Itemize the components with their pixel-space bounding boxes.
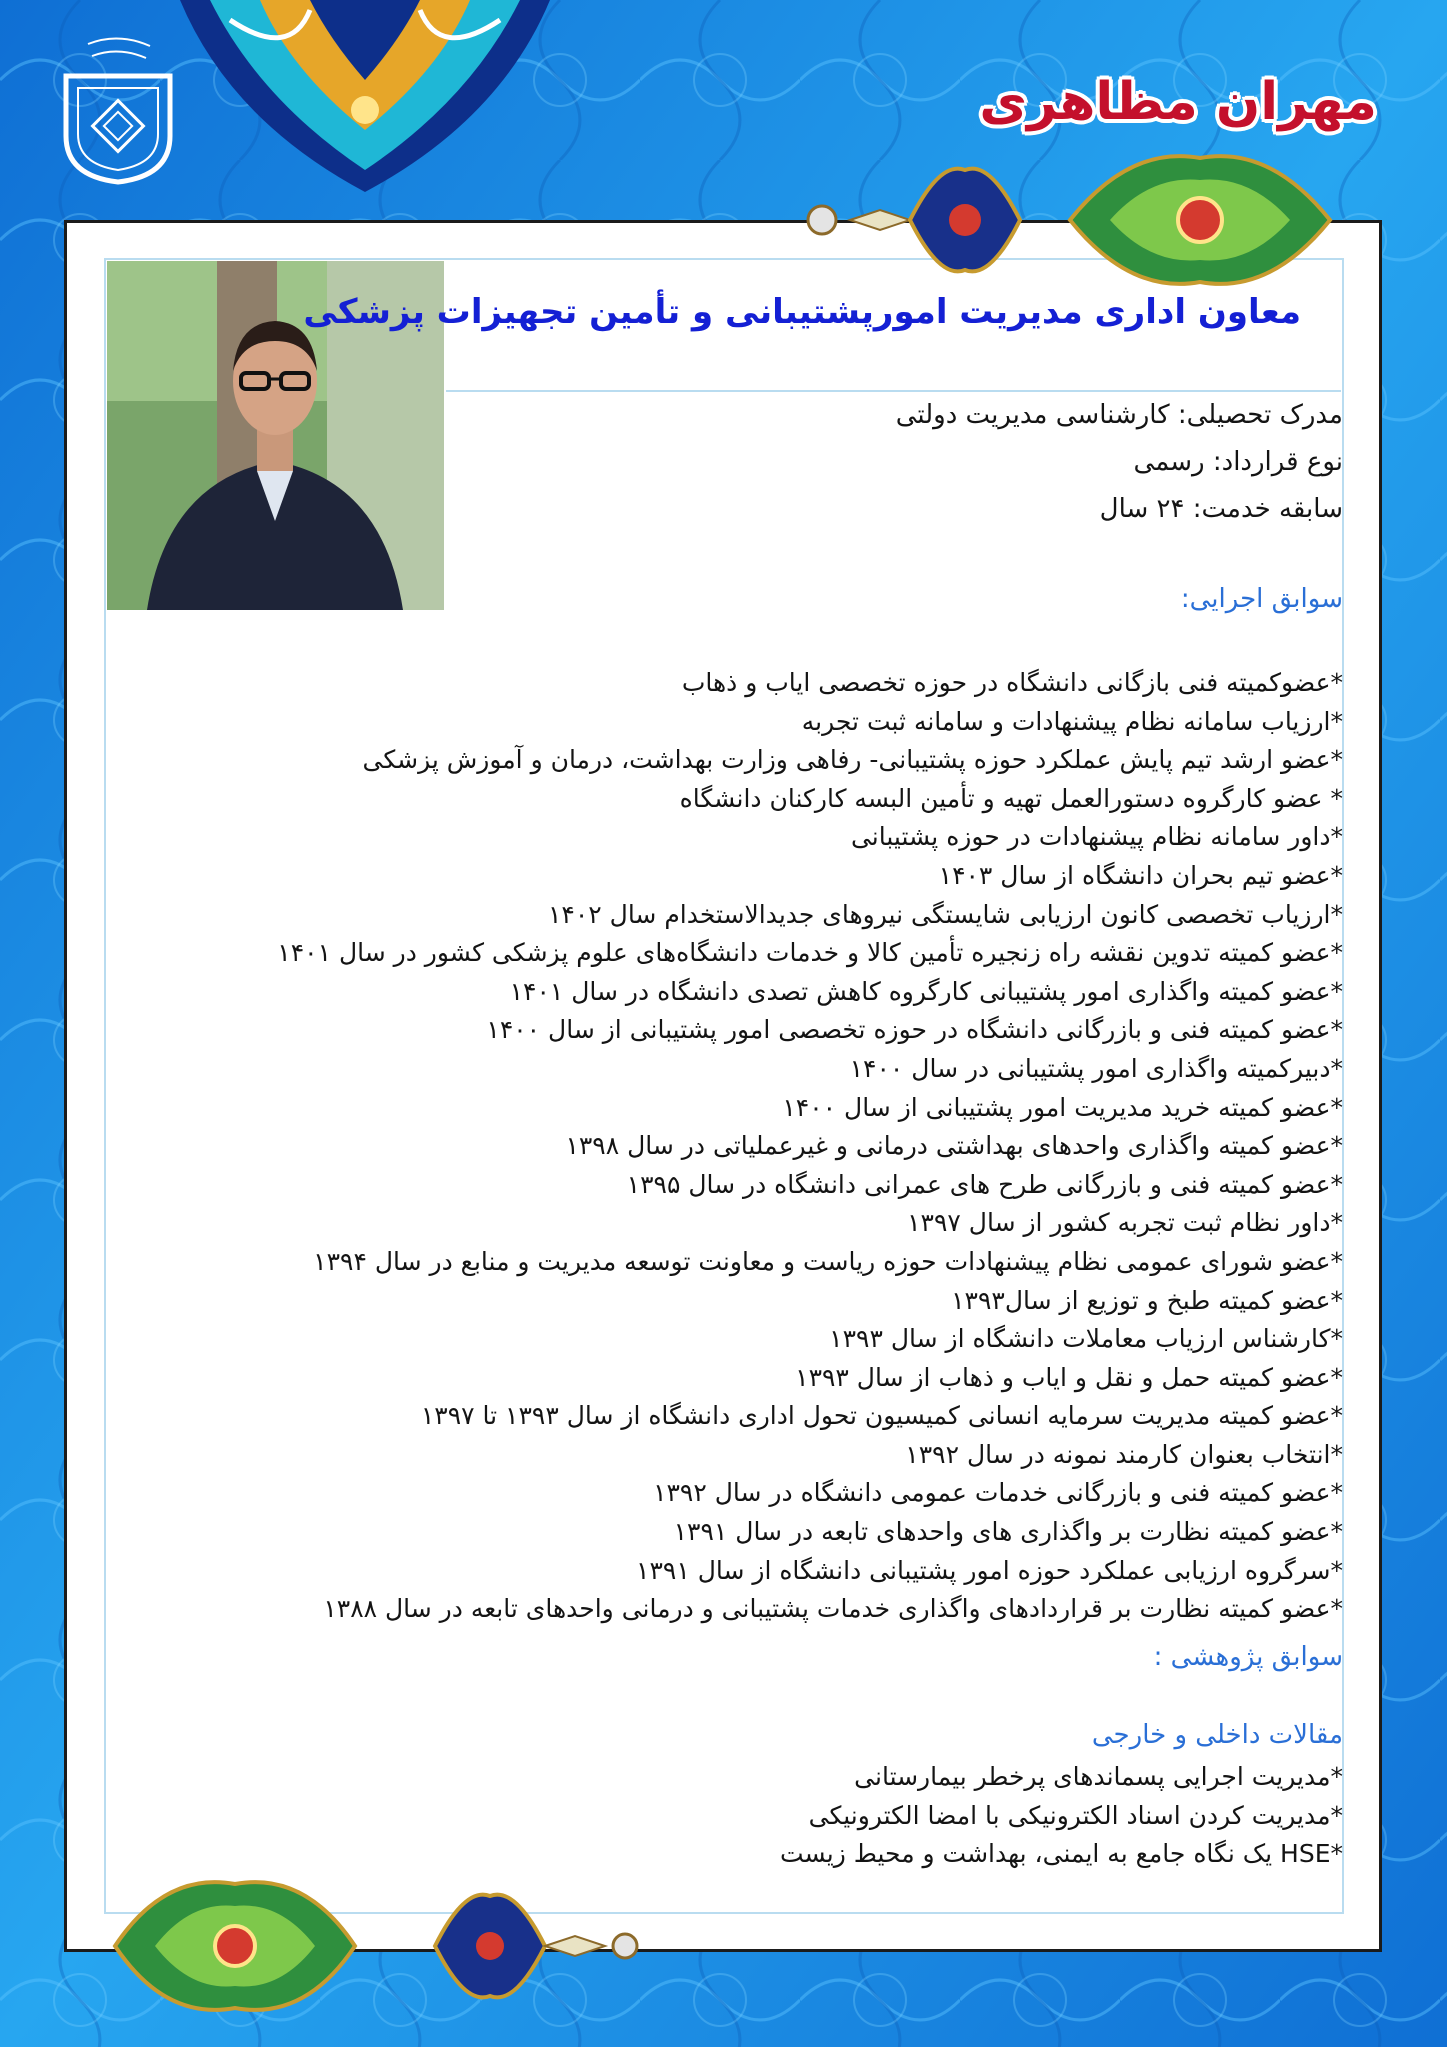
arabesque-ornament-icon: [105, 1876, 665, 2016]
executive-list: [113, 664, 1343, 1629]
list-item: *انتخاب بعنوان کارمند نمونه در سال ۱۳۹۲: [905, 1439, 1343, 1469]
list-item: *ارزیاب سامانه نظام پیشنهادات و سامانه ثبت تجربه: [801, 706, 1343, 736]
university-logo-icon: [58, 36, 178, 186]
list-item: *عضو کمیته مدیریت سرمایه انسانی کمیسیون تحول اداری دانشگاه از سال ۱۳۹۳ تا ۱۳۹۷: [420, 1401, 1343, 1431]
list-item: *عضو تیم بحران دانشگاه از سال ۱۴۰۳: [938, 860, 1343, 890]
position-title: معاون اداری مدیریت امورپشتیبانی و تأمین تجهیزات پزشکی: [303, 292, 1301, 332]
list-item: *داور نظام ثبت تجربه کشور از سال ۱۳۹۷: [907, 1208, 1343, 1238]
list-item: *عضو کمیته نظارت بر قراردادهای واگذاری خدمات پشتیبانی و درمانی واحدهای تابعه در سال ۱۳۸۸: [323, 1594, 1343, 1624]
articles-subheading: مقالات داخلی و خارجی: [1091, 1720, 1343, 1750]
arabesque-ornament-icon: [170, 0, 560, 196]
list-item: *عضو کمیته فنی و بازرگانی خدمات عمومی دانشگاه در سال ۱۳۹۲: [653, 1478, 1343, 1508]
basic-info: [113, 392, 1343, 533]
articles-list: [113, 1758, 1343, 1874]
list-item: *عضو کمیته خرید مدیریت امور پشتیبانی از سال ۱۴۰۰: [782, 1092, 1343, 1122]
list-item: * عضو کارگروه دستورالعمل تهیه و تأمین البسه کارکنان دانشگاه: [679, 783, 1343, 813]
research-heading: سوابق پژوهشی :: [1153, 1642, 1343, 1672]
list-item: *عضو شورای عمومی نظام پیشنهادات حوزه ریاست و معاونت توسعه مدیریت و منابع در سال ۱۳۹۴: [313, 1246, 1343, 1276]
list-item: *عضو کمیته طبخ و توزیع از سال۱۳۹۳: [951, 1285, 1343, 1315]
list-item: *عضو کمیته فنی و بازرگانی دانشگاه در حوزه تخصصی امور پشتیبانی از سال ۱۴۰۰: [486, 1015, 1343, 1045]
executive-heading: سوابق اجرایی:: [1180, 584, 1343, 614]
position-heading-box: [303, 262, 1341, 392]
list-item: *داور سامانه نظام پیشنهادات در حوزه پشتیبانی: [850, 822, 1343, 852]
list-item: *عضو کمیته واگذاری امور پشتیبانی کارگروه کاهش تصدی دانشگاه در سال ۱۴۰۱: [509, 976, 1343, 1006]
list-item: *مدیریت اجرایی پسماندهای پرخطر بیمارستانی: [854, 1762, 1343, 1791]
list-item: *عضو کمیته واگذاری واحدهای بهداشتی درمانی و غیرعملیاتی در سال ۱۳۹۸: [565, 1131, 1343, 1161]
list-item: *کارشناس ارزیاب معاملات دانشگاه از سال ۱۳۹۳: [829, 1324, 1343, 1354]
education-line: مدرک تحصیلی: کارشناسی مدیریت دولتی: [895, 400, 1343, 430]
list-item: *عضو کمیته حمل و نقل و ایاب و ذهاب از سال ۱۳۹۳: [795, 1362, 1343, 1392]
list-item: *دبیرکمیته واگذاری امور پشتیبانی در سال ۱۴۰۰: [849, 1053, 1343, 1083]
contract-line: نوع قرارداد: رسمی: [1133, 447, 1343, 477]
list-item: *عضو کمیته فنی و بازرگانی طرح های عمرانی دانشگاه در سال ۱۳۹۵: [626, 1169, 1343, 1199]
list-item: *عضوکمیته فنی بازگانی دانشگاه در حوزه تخصصی ایاب و ذهاب: [681, 668, 1343, 697]
service-line: سابقه خدمت: ۲۴ سال: [1099, 494, 1343, 524]
list-item: *مدیریت کردن اسناد الکترونیکی با امضا الکترونیکی: [808, 1800, 1343, 1830]
list-item: *ارزیاب تخصصی کانون ارزیابی شایستگی نیروهای جدیدالاستخدام سال ۱۴۰۲: [547, 899, 1343, 929]
list-item: *سرگروه ارزیابی عملکرد حوزه امور پشتیبانی دانشگاه از سال ۱۳۹۱: [636, 1555, 1343, 1585]
list-item: *عضو ارشد تیم پایش عملکرد حوزه پشتیبانی- رفاهی وزارت بهداشت، درمان و آموزش پزشکی: [362, 745, 1343, 775]
list-item: *عضو کمیته تدوین نقشه راه زنجیره تأمین کالا و خدمات دانشگاه‌های علوم پزشکی کشور در سال ۱۴۰۱: [277, 938, 1343, 968]
person-name: مهران مظاهری: [979, 72, 1377, 132]
list-item: *HSE یک نگاه جامع به ایمنی، بهداشت و محیط زیست: [779, 1839, 1343, 1869]
list-item: *عضو کمیته نظارت بر واگذاری های واحدهای تابعه در سال ۱۳۹۱: [673, 1517, 1343, 1547]
